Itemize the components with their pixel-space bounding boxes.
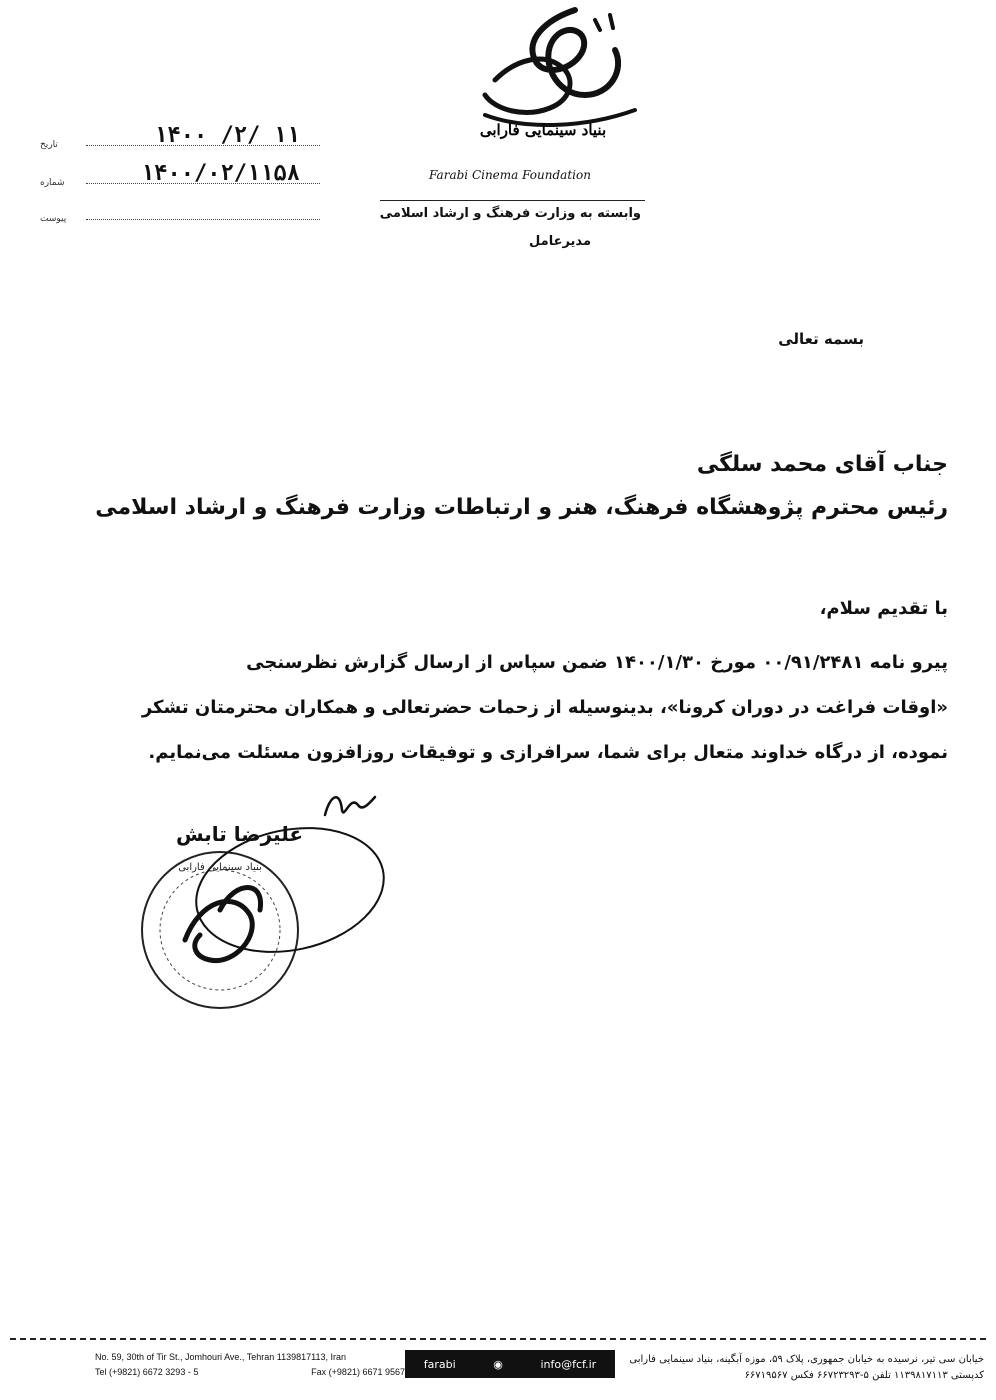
seal-text: بنیاد سینمایی فارابی [178,862,262,873]
number-label: شماره [40,178,65,188]
email-link[interactable]: info@fcf.ir [540,1357,597,1371]
footer-divider [10,1338,986,1340]
footer-address-en: No. 59, 30th of Tir St., Jomhouri Ave., Tehran 1139817113, Iran [95,1352,346,1362]
affiliation-text: وابسته به وزارت فرهنگ و ارشاد اسلامی [379,206,641,221]
camera-icon: ◉ [493,1357,503,1371]
footer-phones-fa: کدپستی ۱۱۳۹۸۱۷۱۱۳ تلفن ۵-۶۶۷۲۳۲۹۳ فکس ۶۶۷۱۹۵۶۷ [744,1370,984,1381]
social-handle[interactable]: farabi [423,1357,456,1371]
number-row [40,161,320,188]
handwritten-signature [320,785,380,825]
footer-contact-fa [614,1352,984,1384]
position-title: مدیرعامل [529,234,591,249]
footer-social-bar [405,1350,615,1378]
signer-name: علیرضا تابش [176,822,304,846]
date-value: ۱۴۰۰ /۲/ ۱۱ [154,123,300,148]
footer-contact-en [95,1350,405,1380]
greeting: با تقدیم سلام، [819,598,948,619]
date-label: تاریخ [40,140,58,150]
farabi-logo [425,0,655,140]
official-seal-stamp [140,820,390,1030]
invocation: بسمه تعالی [778,330,864,348]
footer-address-fa: خیابان سی تیر، نرسیده به خیابان جمهوری، پلاک ۵۹، موزه آبگینه، بنیاد سینمایی فارابی [629,1354,984,1365]
letter-body [141,640,948,775]
body-line: نموده، از درگاه خداوند متعال برای شما، سرافرازی و توفیقات روزافزون مسئلت می‌نمایم. [148,742,948,763]
number-value: ۱۴۰۰/۰۲/۱۱۵۸ [141,161,300,186]
footer-fax: Fax (+9821) 6671 9567 [311,1367,405,1377]
attachment-label: پیوست [40,214,67,224]
date-row [40,123,320,150]
body-line: «اوقات فراغت در دوران کرونا»، بدینوسیله از زحمات حضرتعالی و همکاران محترمتان تشکر [141,697,948,718]
addressee-name: جناب آقای محمد سلگی [696,452,948,477]
logo-subtitle: Farabi Cinema Foundation [429,168,591,182]
dotted-line [86,219,320,220]
body-line: پیرو نامه ۰۰/۹۱/۲۴۸۱ مورخ ۱۴۰۰/۱/۳۰ ضمن سپاس از ارسال گزارش نظرسنجی [246,652,948,673]
addressee-title: رئیس محترم پژوهشگاه فرهنگ، هنر و ارتباطات وزارت فرهنگ و ارشاد اسلامی [95,495,948,520]
attachment-row [40,202,320,224]
footer-tel: Tel (+9821) 6672 3293 - 5 [95,1367,199,1377]
header-divider [380,200,645,201]
logo-text: بنیاد سینمایی فارابی [479,121,607,139]
